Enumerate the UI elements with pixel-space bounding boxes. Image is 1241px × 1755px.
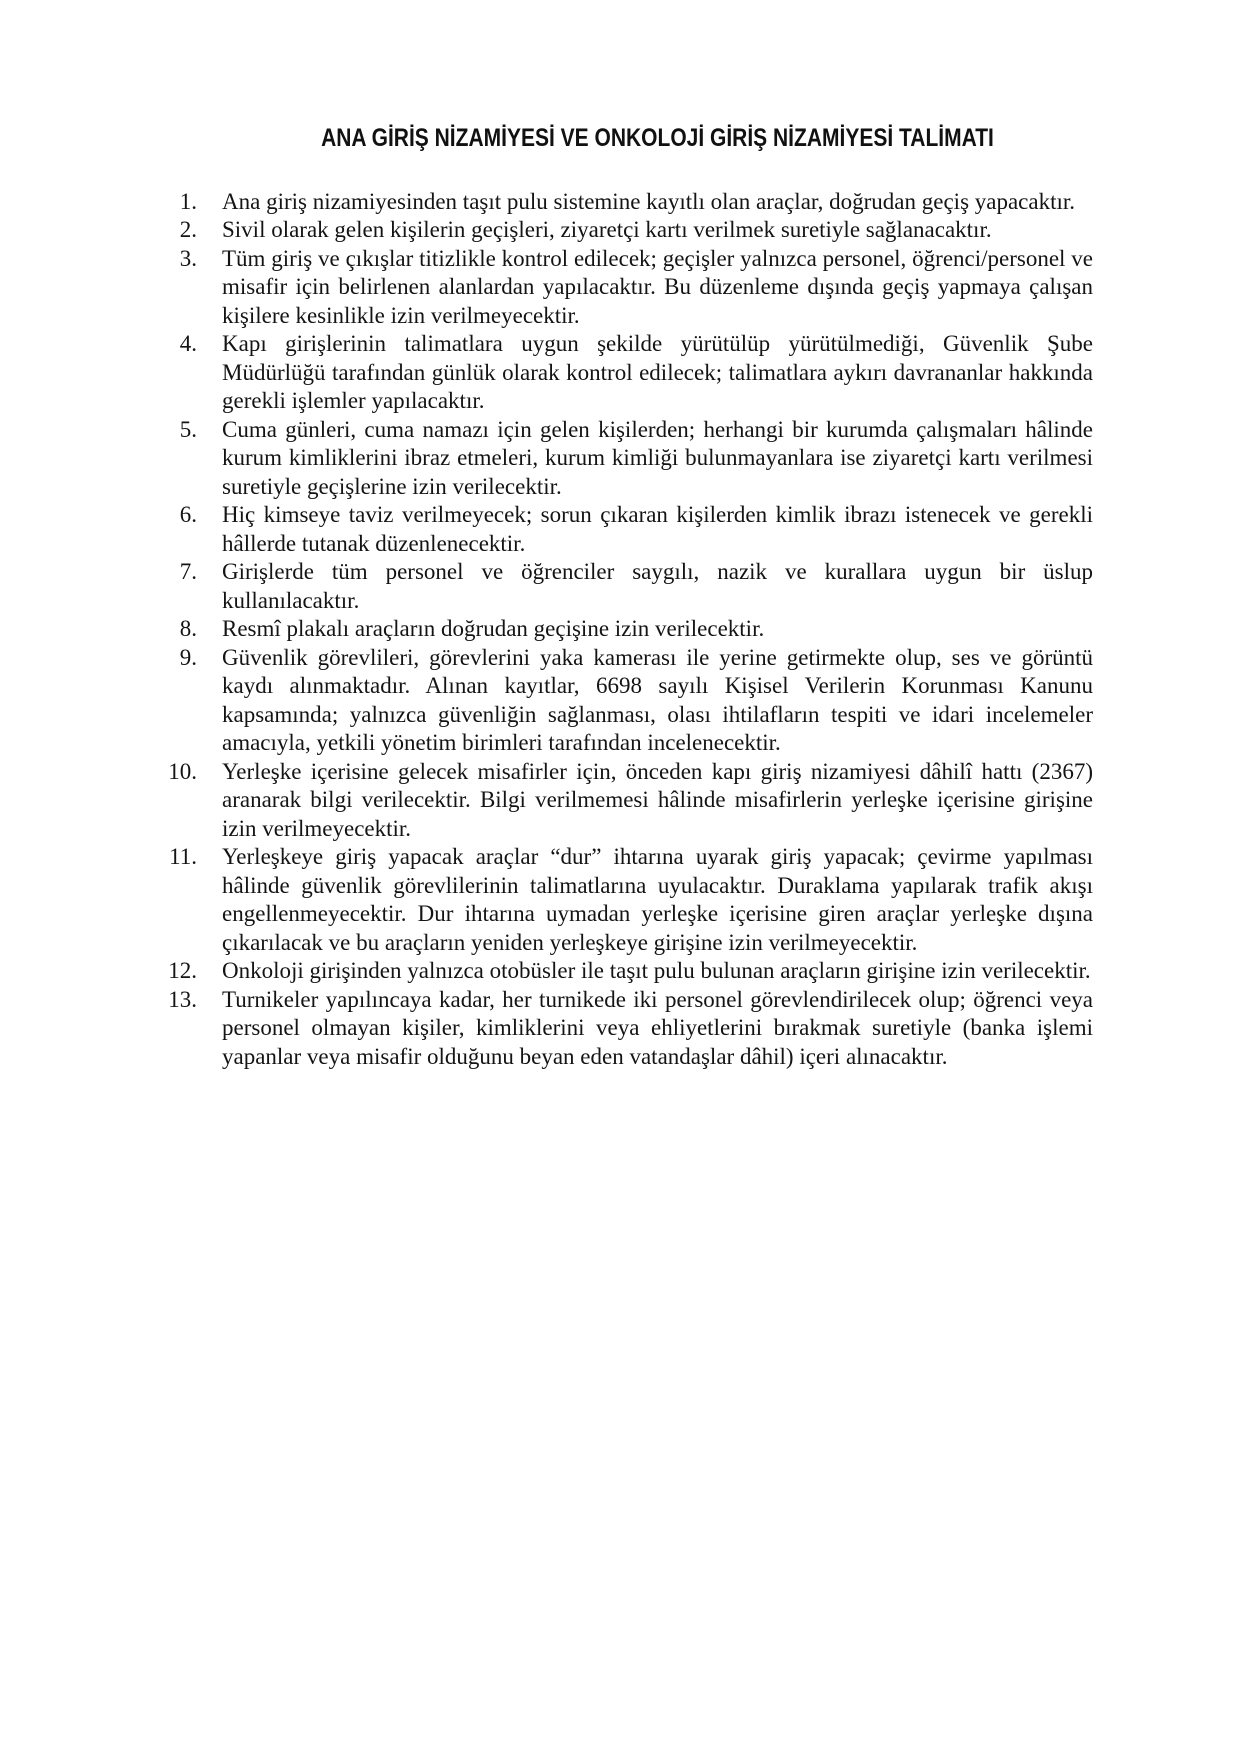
list-item [150,188,1093,217]
list-item [150,501,1093,558]
list-item-text: Turnikeler yapılıncaya kadar, her turnikede iki personel görevlendirilecek olup; öğrenci veya personel olmayan kişiler, kimliklerini veya ehliyetlerini bırakmak suretiyle (banka işlemi yapanlar veya misafir olduğunu beyan eden vatandaşlar dâhil) içeri alınacaktır. [222,986,1093,1069]
list-item [150,615,1093,644]
list-item-number: 5. [179,416,197,442]
list-item-text: Yerleşkeye giriş yapacak araçlar “dur” ihtarına uyarak giriş yapacak; çevirme yapılması hâlinde güvenlik görevlilerinin talimatlarına uyulacaktır. Duraklama yapılarak trafik akışı engellenmeyecektir. Dur ihtarına uymadan yerleşke içerisine giren araçlar yerleşke dışına çıkarılacak ve bu araçların yeniden yerleşkeye girişine izin verilmeyecektir. [222,844,1093,955]
list-item-number: 13. [168,986,197,1012]
list-item-number: 9. [179,644,197,670]
list-item-number: 8. [179,616,197,641]
list-item [150,558,1093,615]
list-item-text: Onkoloji girişinden yalnızca otobüsler ile taşıt pulu bulunan araçların girişine izin verilecektir. [222,958,1091,983]
list-item-text: Hiç kimseye taviz verilmeyecek; sorun çıkaran kişilerden kimlik ibrazı istenecek ve gerekli hâllerde tutanak düzenlenecektir. [222,502,1093,556]
list-item-text: Girişlerde tüm personel ve öğrenciler saygılı, nazik ve kurallara uygun bir üslup kullanılacaktır. [222,559,1093,613]
list-item-number: 6. [179,502,197,527]
list-item-text: Tüm giriş ve çıkışlar titizlikle kontrol edilecek; geçişler yalnızca personel, öğrenci/personel ve misafir için belirlenen alanlardan yapılacaktır. Bu düzenleme dışında geçiş yapmaya çalışan kişilere kesinlikle izin verilmeyecektir. [222,245,1093,328]
list-item-text: Kapı girişlerinin talimatlara uygun şekilde yürütülüp yürütülmediği, Güvenlik Şube Müdürlüğü tarafından günlük olarak kontrol edilecek; talimatlara aykırı davrananlar hakkında gerekli işlemler yapılacaktır. [222,331,1093,413]
list-item-number: 1. [179,188,197,214]
list-item [150,957,1093,986]
list-item [150,843,1093,957]
list-item-text: Cuma günleri, cuma namazı için gelen kişilerden; herhangi bir kurumda çalışmaları hâlinde kurum kimliklerini ibraz etmeleri, kurum kimliği bulunmayanlara ise ziyaretçi kartı verilmesi suretiyle geçişlerine izin verilecektir. [222,416,1093,499]
list-item-number: 11. [169,844,197,869]
list-item-text: Resmî plakalı araçların doğrudan geçişine izin verilecektir. [222,616,765,641]
list-item-number: 7. [179,559,197,584]
list-item-number: 10. [168,758,197,784]
list-item [150,245,1093,331]
list-item [150,758,1093,844]
list-item-text: Sivil olarak gelen kişilerin geçişleri, ziyaretçi kartı verilmek suretiyle sağlanacaktır. [222,217,992,242]
list-item [150,986,1093,1072]
list-item-number: 4. [179,331,197,356]
list-item-number: 2. [179,217,197,242]
list-item [150,644,1093,758]
list-item [150,416,1093,502]
list-item-number: 3. [179,245,197,271]
list-item-text: Yerleşke içerisine gelecek misafirler için, önceden kapı giriş nizamiyesi dâhilî hattı (2367) aranarak bilgi verilecektir. Bilgi verilmemesi hâlinde misafirlerin yerleşke içerisine girişine izin verilmeyecektir. [222,758,1093,841]
list-item-text: Ana giriş nizamiyesinden taşıt pulu sistemine kayıtlı olan araçlar, doğrudan geçiş yapacaktır. [222,188,1076,214]
list-item-text: Güvenlik görevlileri, görevlerini yaka kamerası ile yerine getirmekte olup, ses ve görüntü kaydı alınmaktadır. Alınan kayıtlar, 6698 sayılı Kişisel Verilerin Korunması Kanunu kapsamında; yalnızca güvenliğin sağlanması, olası ihtilafların tespiti ve idari incelemeler amacıyla, yetkili yönetim birimleri tarafından incelenecektir. [222,644,1093,755]
list-item-number: 12. [168,958,197,983]
document-title: ANA GİRİŞ NİZAMİYESİ VE ONKOLOJİ GİRİŞ NİZAMİYESİ TALİMATI [321,124,994,152]
list-item [150,330,1093,416]
list-item [150,216,1093,245]
instruction-list [150,188,1093,1072]
title-row [222,124,1093,154]
